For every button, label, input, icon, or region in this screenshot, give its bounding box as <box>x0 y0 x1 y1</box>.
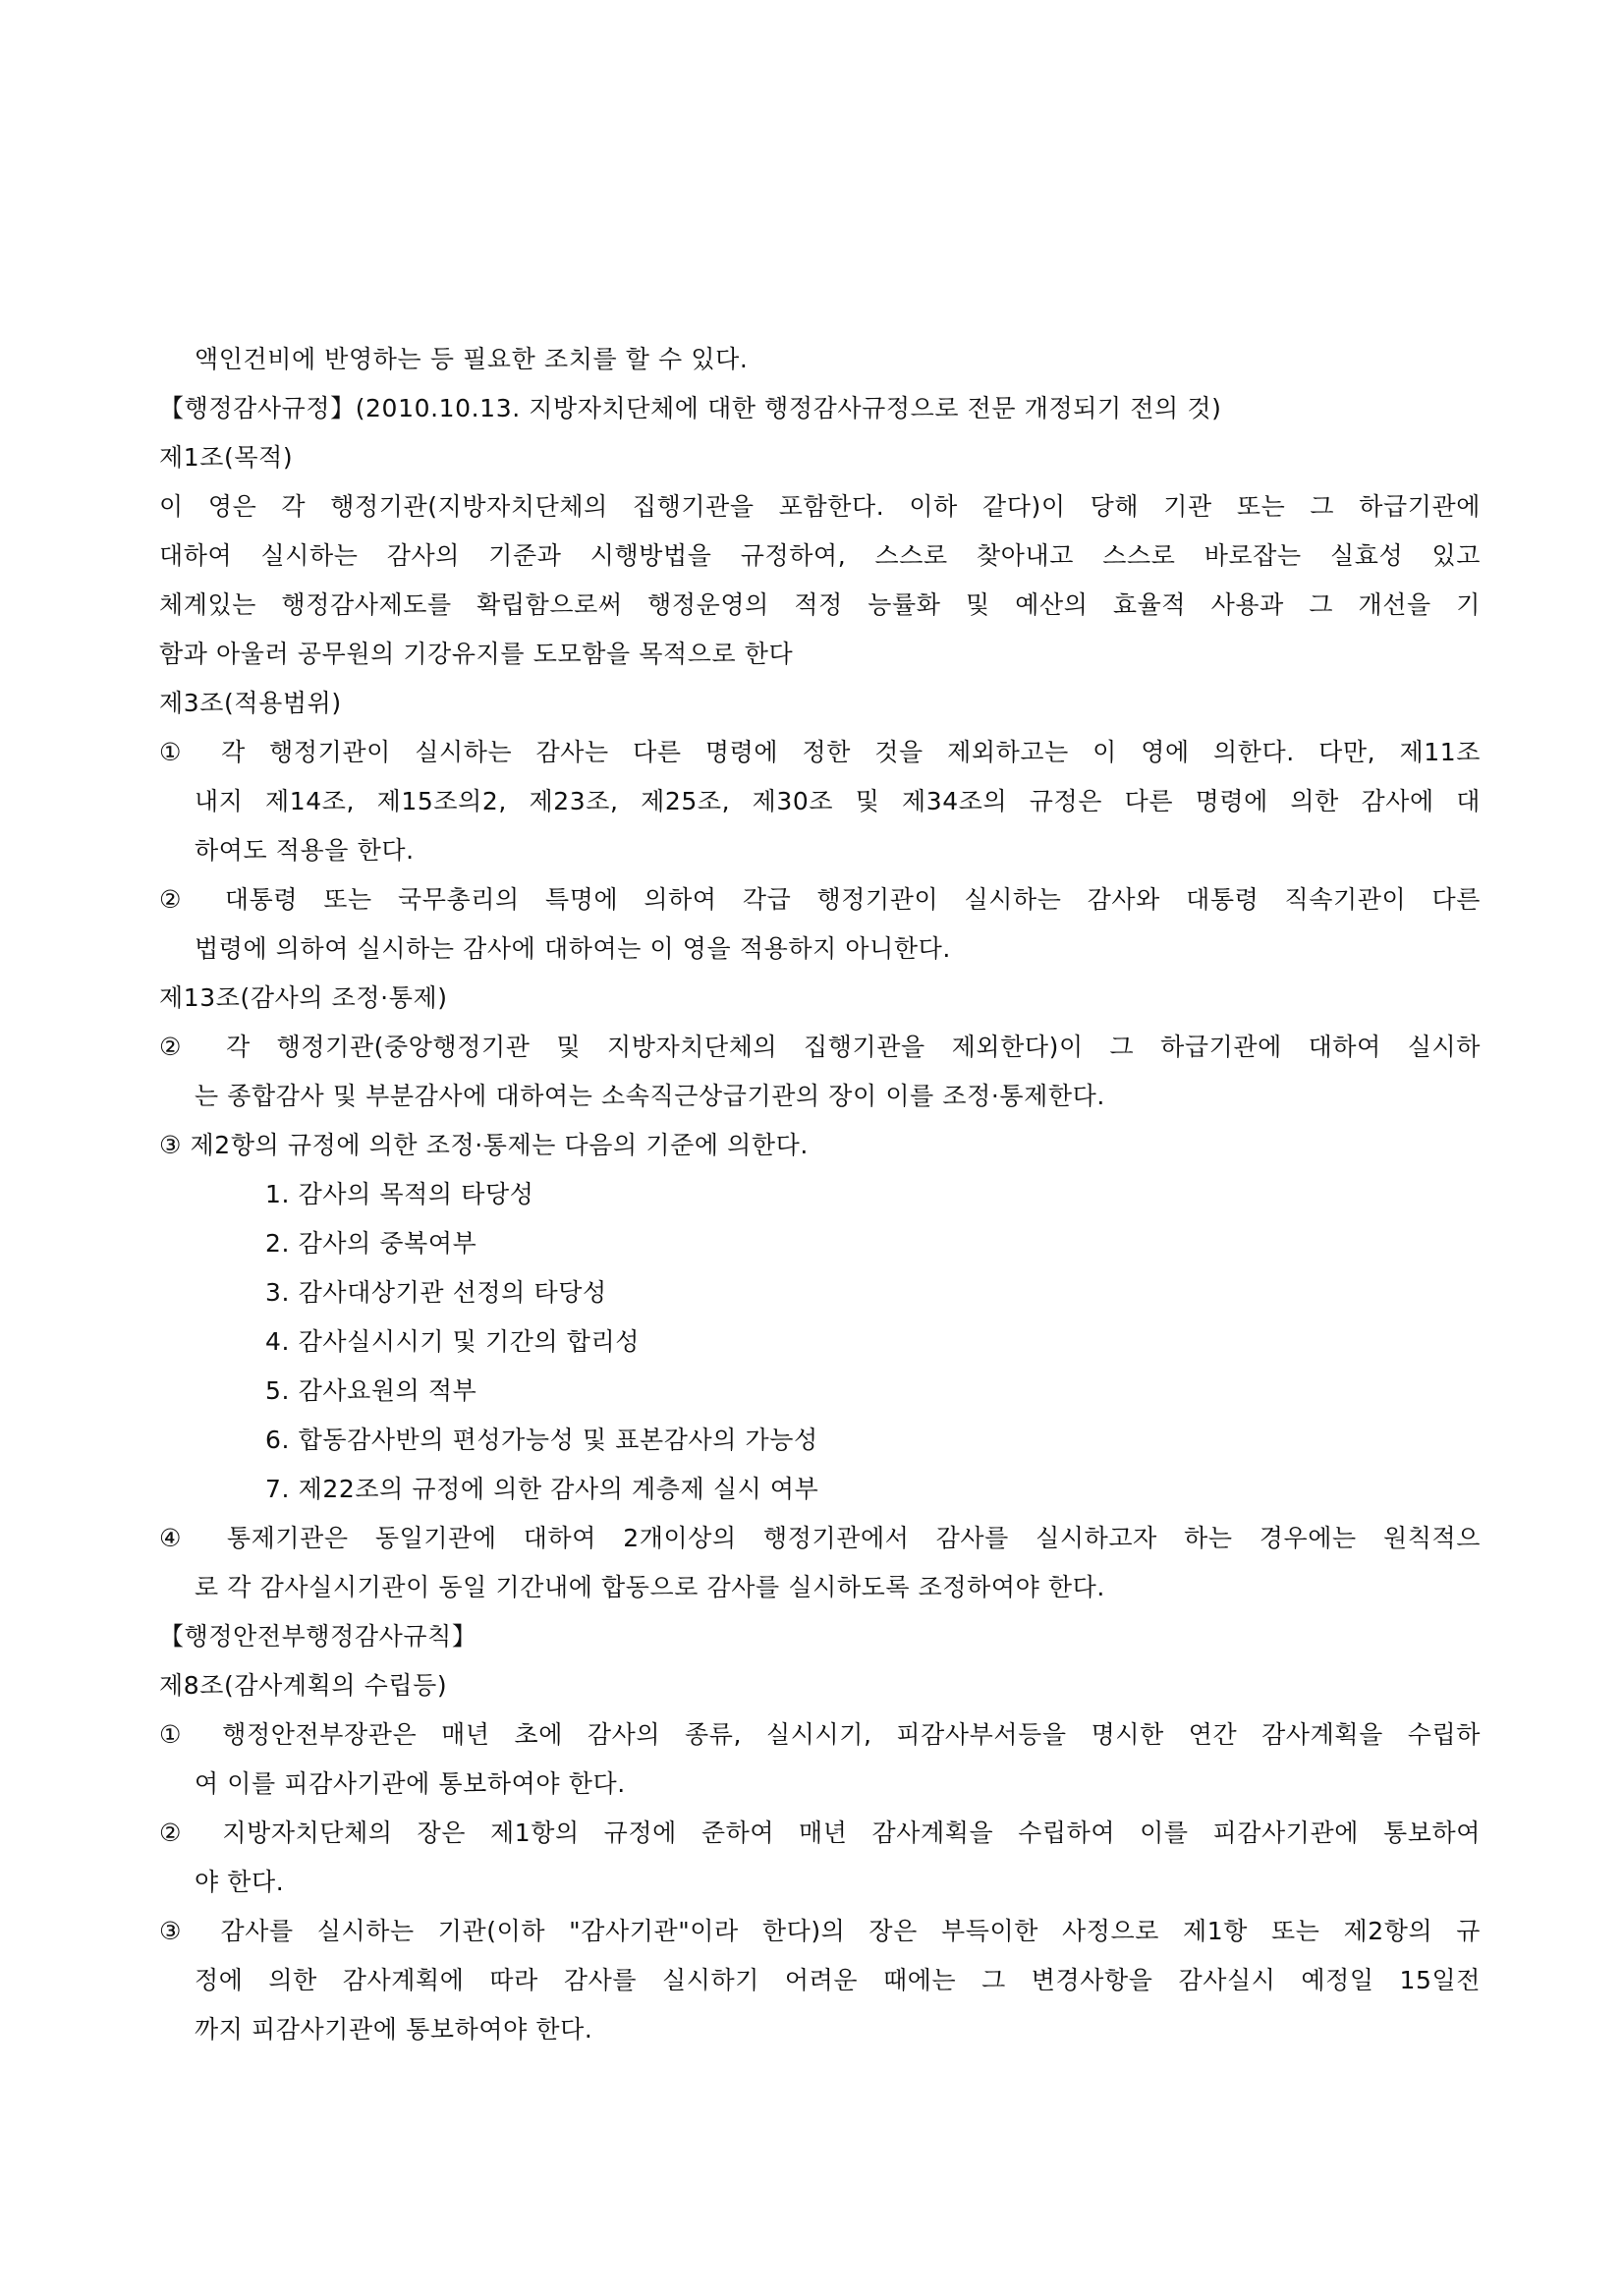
criteria-item: 1. 감사의 목적의 타당성 <box>265 1180 534 1208</box>
criteria-item: 2. 감사의 중복여부 <box>265 1229 477 1258</box>
article-heading-13: 제13조(감사의 조정·통제) <box>159 983 448 1012</box>
article-3-clause-1: 내지 제14조, 제15조의2, 제23조, 제25조, 제30조 및 제34조의 규정은 다른 명령에 의한 감사에 대 <box>195 787 1481 815</box>
article-3-clause-2: 법령에 의하여 실시하는 감사에 대하여는 이 영을 적용하지 아니한다. <box>195 934 951 963</box>
article-3-clause-1: ① 각 행정기관이 실시하는 감사는 다른 명령에 정한 것을 제외하고는 이 영에 의한다. 다만, 제11조 <box>159 738 1481 766</box>
article-13-clause-2: 는 종합감사 및 부분감사에 대하여는 소속직근상급기관의 장이 이를 조정·통제한다. <box>195 1082 1105 1110</box>
criteria-item: 5. 감사요원의 적부 <box>265 1376 477 1405</box>
article-1-body: 체계있는 행정감사제도를 확립함으로써 행정운영의 적정 능률화 및 예산의 효율적 사용과 그 개선을 기 <box>159 590 1481 619</box>
article-8-clause-1: 여 이를 피감사기관에 통보하여야 한다. <box>195 1769 626 1798</box>
criteria-item: 4. 감사실시시기 및 기간의 합리성 <box>265 1327 640 1356</box>
article-13-clause-3: ③ 제2항의 규정에 의한 조정·통제는 다음의 기준에 의한다. <box>159 1131 809 1159</box>
article-13-clause-4: ④ 통제기관은 동일기관에 대하여 2개이상의 행정기관에서 감사를 실시하고자 하는 경우에는 원칙적으 <box>159 1524 1481 1552</box>
article-13-clause-2: ② 각 행정기관(중앙행정기관 및 지방자치단체의 집행기관을 제외한다)이 그 하급기관에 대하여 실시하 <box>159 1033 1481 1061</box>
article-1-body: 대하여 실시하는 감사의 기준과 시행방법을 규정하여, 스스로 찾아내고 스스로 바로잡는 실효성 있고 <box>159 541 1481 570</box>
article-1-body: 함과 아울러 공무원의 기강유지를 도모함을 목적으로 한다 <box>159 640 794 668</box>
criteria-item: 6. 합동감사반의 편성가능성 및 표본감사의 가능성 <box>265 1426 818 1454</box>
article-13-clause-4: 로 각 감사실시기관이 동일 기간내에 합동으로 감사를 실시하도록 조정하여야 한다. <box>195 1573 1105 1601</box>
section-heading-mois-audit-rules: 【행정안전부행정감사규칙】 <box>159 1622 477 1651</box>
text-line-carryover: 액인건비에 반영하는 등 필요한 조치를 할 수 있다. <box>195 345 749 373</box>
article-8-clause-3: 정에 의한 감사계획에 따라 감사를 실시하기 어려운 때에는 그 변경사항을 감사실시 예정일 15일전 <box>195 1966 1481 1994</box>
article-1-body: 이 영은 각 행정기관(지방자치단체의 집행기관을 포함한다. 이하 같다)이 당해 기관 또는 그 하급기관에 <box>159 492 1481 521</box>
article-3-clause-1: 하여도 적용을 한다. <box>195 836 415 865</box>
article-8-clause-3: 까지 피감사기관에 통보하여야 한다. <box>195 2015 593 2044</box>
article-8-clause-1: ① 행정안전부장관은 매년 초에 감사의 종류, 실시시기, 피감사부서등을 명시한 연간 감사계획을 수립하 <box>159 1720 1481 1749</box>
article-3-clause-2: ② 대통령 또는 국무총리의 특명에 의하여 각급 행정기관이 실시하는 감사와 대통령 직속기관이 다른 <box>159 885 1481 914</box>
article-heading-3: 제3조(적용범위) <box>159 689 342 717</box>
article-heading-1: 제1조(목적) <box>159 443 294 472</box>
criteria-item: 3. 감사대상기관 선정의 타당성 <box>265 1278 607 1307</box>
section-heading-admin-audit-rules: 【행정감사규정】(2010.10.13. 지방자치단체에 대한 행정감사규정으로 전문 개정되기 전의 것) <box>159 394 1222 422</box>
article-heading-8: 제8조(감사계획의 수립등) <box>159 1671 448 1700</box>
article-8-clause-2: 야 한다. <box>195 1868 285 1896</box>
article-8-clause-3: ③ 감사를 실시하는 기관(이하 "감사기관"이라 한다)의 장은 부득이한 사정으로 제1항 또는 제2항의 규 <box>159 1917 1481 1945</box>
criteria-item: 7. 제22조의 규정에 의한 감사의 계층제 실시 여부 <box>265 1475 819 1503</box>
article-8-clause-2: ② 지방자치단체의 장은 제1항의 규정에 준하여 매년 감사계획을 수립하여 이를 피감사기관에 통보하여 <box>159 1819 1481 1847</box>
